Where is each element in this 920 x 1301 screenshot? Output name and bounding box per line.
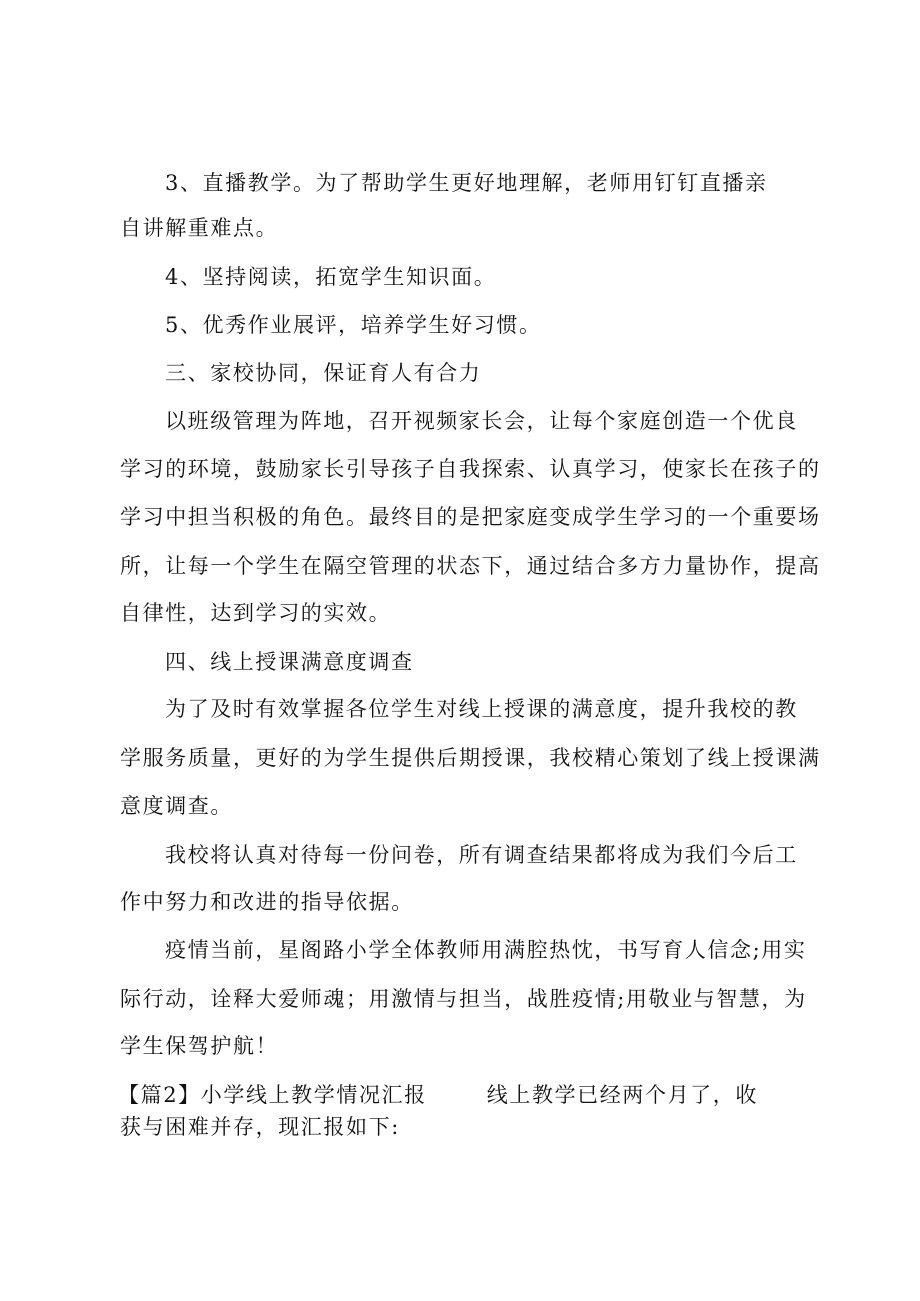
paragraph-line: 获与困难并存，现汇报如下: <box>120 1115 400 1139</box>
paragraph-line: 我校将认真对待每一份问卷，所有调查结果都将成为我们今后工 <box>165 843 798 867</box>
paragraph-line: 自律性，达到学习的实效。 <box>120 601 392 625</box>
paragraph-line: 所，让每一个学生在隔空管理的状态下，通过结合多方力量协作，提高 <box>120 554 821 578</box>
paragraph-line: 学习中担当积极的角色。最终目的是把家庭变成学生学习的一个重要场 <box>120 505 821 529</box>
paragraph-line: 学服务质量，更好的为学生提供后期授课，我校精心策划了线上授课满 <box>120 746 821 770</box>
paragraph-line: 4、坚持阅读，拓宽学生知识面。 <box>165 265 497 289</box>
paragraph-line: 学习的环境，鼓励家长引导孩子自我探索、认真学习，使家长在孩子的 <box>120 457 821 481</box>
paragraph-line: 学生保驾护航！ <box>120 1034 279 1058</box>
article-heading: 【篇2】小学线上教学情况汇报 <box>118 1083 427 1107</box>
section-heading: 三、家校协同，保证育人有合力 <box>165 361 482 385</box>
section-heading: 四、线上授课满意度调查 <box>165 650 414 674</box>
paragraph-line: 自讲解重难点。 <box>120 216 279 240</box>
article-intro: 线上教学已经两个月了，收 <box>486 1083 758 1107</box>
paragraph-line: 3、直播教学。为了帮助学生更好地理解，老师用钉钉直播亲 <box>165 171 768 195</box>
paragraph-line: 5、优秀作业展评，培养学生好习惯。 <box>165 313 542 337</box>
paragraph-line: 际行动，诠释大爱师魂；用激情与担当，战胜疫情;用敬业与智慧，为 <box>120 987 807 1011</box>
paragraph-line: 作中努力和改进的指导依据。 <box>120 890 414 914</box>
footer-line <box>118 1080 758 1110</box>
paragraph-line: 疫情当前，星阁路小学全体教师用满腔热忱，书写育人信念;用实 <box>165 938 807 962</box>
paragraph-line: 意度调查。 <box>120 794 233 818</box>
paragraph-line: 以班级管理为阵地，召开视频家长会，让每个家庭创造一个优良 <box>165 409 798 433</box>
paragraph-line: 为了及时有效掌握各位学生对线上授课的满意度，提升我校的教 <box>165 697 798 721</box>
